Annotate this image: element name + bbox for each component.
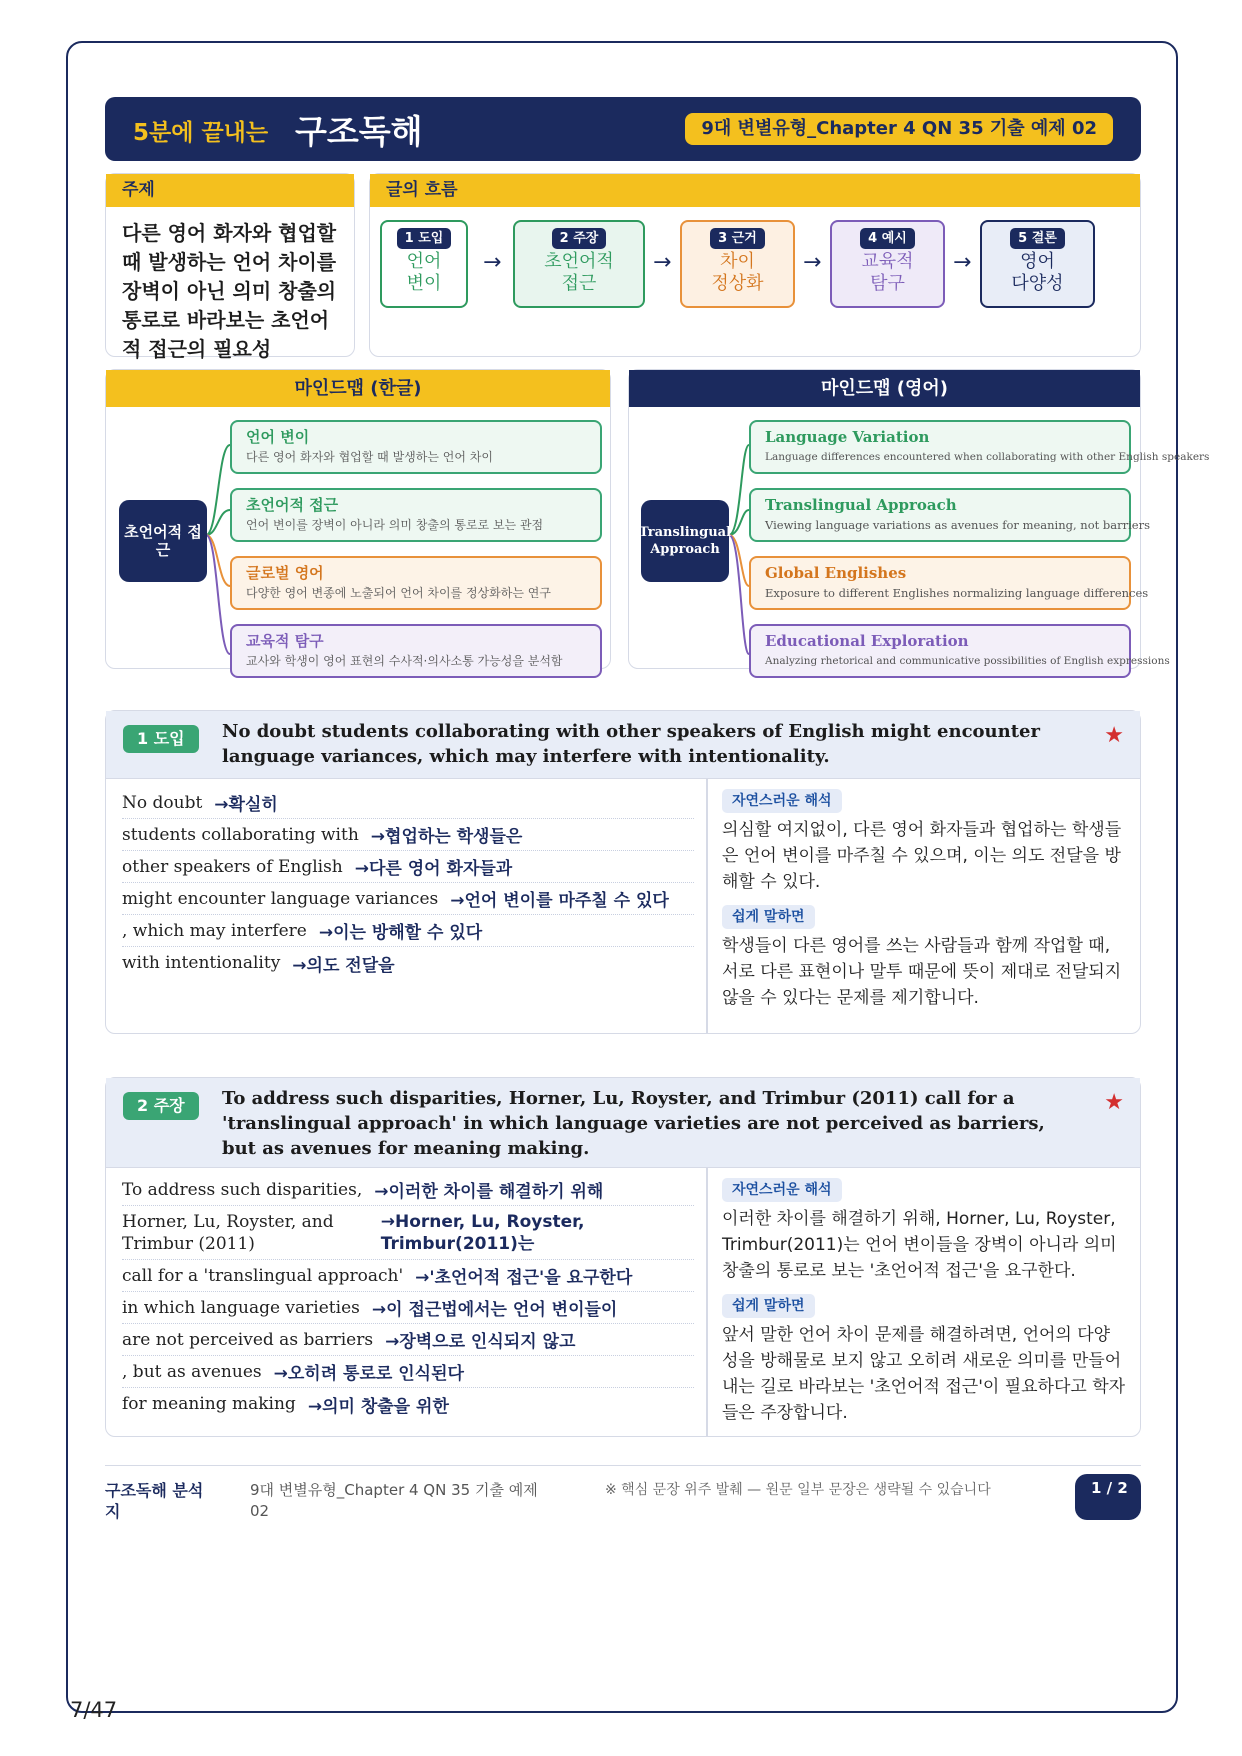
phrase-row <box>122 915 694 947</box>
translation-panel <box>722 789 1126 1021</box>
phrase-english: with intentionality <box>122 953 281 973</box>
phrase-korean: →이 접근법에서는 언어 변이들이 <box>371 1300 618 1320</box>
phrase-row <box>122 1324 694 1356</box>
phrase-korean: →'초언어적 접근'을 요구한다 <box>415 1268 633 1288</box>
easy-explanation-label: 쉽게 말하면 <box>722 905 815 929</box>
mindmap-node-desc: 다양한 영어 변종에 노출되어 언어 차이를 정상화하는 연구 <box>246 586 551 600</box>
mindmap-node-title: Global Englishes <box>765 564 907 582</box>
footer-chapter: 9대 변별유형_Chapter 4 QN 35 기출 예제 02 <box>250 1481 538 1520</box>
mindmap-korean-node <box>230 624 602 678</box>
worksheet-page <box>66 41 1210 1713</box>
mindmap-node-desc: 언어 변이를 장벽이 아니라 의미 창출의 통로로 보는 관점 <box>246 518 544 532</box>
mindmap-node-desc: Language differences encountered when collaborating with other English speakers <box>765 451 1210 463</box>
page-footer <box>105 1465 1141 1521</box>
natural-translation-text: 의심할 여지없이, 다른 영어 화자들과 협업하는 학생들은 언어 변이를 마주칠 수 있으며, 이는 의도 전달을 방해할 수 있다. <box>722 820 1122 892</box>
mindmap-node-desc: 다른 영어 화자와 협업할 때 발생하는 언어 차이 <box>246 450 493 464</box>
flow-step-badge: 3 근거 <box>710 228 765 249</box>
phrase-english: other speakers of English <box>122 856 343 877</box>
mindmap-english-node <box>749 488 1151 542</box>
flow-step-line2: 접근 <box>561 273 597 294</box>
phrase-row <box>122 1260 694 1292</box>
natural-translation-label: 자연스러운 해석 <box>722 789 842 813</box>
header-banner <box>105 97 1141 161</box>
section-badge: 2 주장 <box>123 1092 199 1120</box>
flow-step-line2: 변이 <box>406 273 442 294</box>
mindmap-korean-root: 초언어적 접근 <box>119 500 207 582</box>
section-sentence: To address such disparities, Horner, Lu, Royster, and Trimbur (2011) call for a 'translingual approach' in which language varieties are not perceived as barriers, but as avenues for meaning making. <box>222 1088 1045 1159</box>
topic-text: 다른 영어 화자와 협업할 때 발생하는 언어 차이를 장벽이 아닌 의미 창출의 통로로 바라보는 초언어적 접근의 필요성 <box>122 221 337 361</box>
flow-step-claim <box>513 220 645 308</box>
mindmap-english-heading: 마인드맵 (영어) <box>629 370 1140 407</box>
phrase-korean: →오히려 통로로 인식된다 <box>273 1364 464 1384</box>
mindmap-node-title: 글로벌 영어 <box>246 564 324 582</box>
phrase-english: might encounter language variances <box>122 888 439 909</box>
column-divider <box>706 1168 708 1436</box>
flow-step-conclusion <box>980 220 1095 308</box>
mindmap-english-node <box>749 420 1210 474</box>
flow-step-line2: 탐구 <box>870 273 905 294</box>
phrase-row <box>122 1292 694 1324</box>
brand-title: 구조독해 <box>295 112 423 151</box>
flow-step-intro <box>380 220 468 308</box>
phrase-korean: →다른 영어 화자들과 <box>354 859 513 879</box>
section-sentence: No doubt students collaborating with other speakers of English might encounter language variances, which may interfere with intentionality. <box>222 721 1040 767</box>
phrase-english: , but as avenues <box>122 1361 262 1382</box>
mindmap-korean-node <box>230 420 602 474</box>
flow-step-line1: 영어 <box>1020 251 1055 272</box>
easy-explanation-label: 쉽게 말하면 <box>722 1294 815 1318</box>
flow-step-line2: 정상화 <box>711 273 764 294</box>
flow-arrow-icon: → <box>483 250 502 275</box>
document-page-number: 7/47 <box>70 1698 118 1722</box>
mindmap-node-title: Translingual Approach <box>765 496 957 514</box>
star-icon: ★ <box>1104 1090 1124 1115</box>
brand-subtitle: 5분에 끝내는 <box>133 120 269 146</box>
natural-translation-label: 자연스러운 해석 <box>722 1178 842 1202</box>
phrase-korean: →장벽으로 인식되지 않고 <box>385 1332 576 1352</box>
mindmap-node-desc: 교사와 학생이 영어 표현의 수사적·의사소통 가능성을 분석함 <box>246 654 563 668</box>
phrase-breakdown <box>122 787 694 979</box>
phrase-row <box>122 851 694 883</box>
phrase-english: call for a 'translingual approach' <box>122 1265 404 1286</box>
mindmap-node-desc: Viewing language variations as avenues for meaning, not barriers <box>765 518 1151 532</box>
phrase-korean: →의미 창출을 위한 <box>307 1396 449 1417</box>
flow-arrow-icon: → <box>803 250 822 275</box>
section-badge: 1 도입 <box>123 725 199 753</box>
mindmap-english-node <box>749 624 1170 678</box>
flow-step-badge: 2 주장 <box>552 228 607 249</box>
phrase-english: To address such disparities, <box>122 1179 363 1200</box>
flow-diagram <box>380 220 1100 308</box>
flow-arrow-icon: → <box>653 250 672 275</box>
chapter-tag: 9대 변별유형_Chapter 4 QN 35 기출 예제 02 <box>685 113 1113 145</box>
flow-step-evidence <box>680 220 795 308</box>
mindmap-korean-node <box>230 556 602 610</box>
flow-step-line1: 차이 <box>720 251 755 272</box>
section-intro <box>105 710 1141 1034</box>
section-claim <box>105 1077 1141 1437</box>
phrase-english: , which may interfere <box>122 920 307 941</box>
mindmap-korean-card <box>105 369 611 669</box>
flow-card <box>369 173 1141 357</box>
phrase-row <box>122 1174 694 1206</box>
phrase-english: in which language varieties <box>122 1297 360 1318</box>
mindmap-node-title: Educational Exploration <box>765 632 969 650</box>
mindmap-node-title: 언어 변이 <box>246 428 310 446</box>
easy-explanation-text: 앞서 말한 언어 차이 문제를 해결하려면, 언어의 다양성을 방해물로 보지 않고 오히려 새로운 의미를 만들어내는 길로 바라보는 '초언어적 접근'이 필요하다고 학자들은 주장합니다. <box>722 1325 1126 1423</box>
flow-heading: 글의 흐름 <box>370 174 1140 207</box>
flow-step-badge: 4 예시 <box>860 228 915 249</box>
section-intro-header <box>106 711 1140 779</box>
topic-card <box>105 173 355 361</box>
mindmap-korean-heading: 마인드맵 (한글) <box>106 370 610 407</box>
star-icon: ★ <box>1104 723 1124 748</box>
natural-translation-text: 이러한 차이를 해결하기 위해, Horner, Lu, Royster, Trimbur(2011)는 언어 변이들을 장벽이 아니라 의미 창출의 통로로 보는 '초언어적 접근'을 요구한다. <box>722 1209 1117 1281</box>
mindmap-node-title: Language Variation <box>765 428 930 446</box>
phrase-korean: →언어 변이를 마주칠 수 있다 <box>450 891 669 911</box>
footer-note: ※ 핵심 문장 위주 발췌 — 원문 일부 문장은 생략될 수 있습니다 <box>605 1482 991 1498</box>
mindmap-node-title: 교육적 탐구 <box>246 632 324 650</box>
column-divider <box>706 779 708 1033</box>
easy-explanation-text: 학생들이 다른 영어를 쓰는 사람들과 함께 작업할 때, 서로 다른 표현이나 말투 때문에 뜻이 제대로 전달되지 않을 수 있다는 문제를 제기합니다. <box>722 936 1122 1008</box>
phrase-korean: →의도 전달을 <box>292 955 395 976</box>
phrase-korean: →이는 방해할 수 있다 <box>318 923 483 943</box>
mindmap-node-title: 초언어적 접근 <box>246 496 339 514</box>
phrase-english: No doubt <box>122 792 203 813</box>
phrase-row <box>122 883 694 915</box>
flow-step-example <box>830 220 945 308</box>
phrase-breakdown <box>122 1174 694 1420</box>
phrase-english: students collaborating with <box>122 824 359 845</box>
flow-step-badge: 1 도입 <box>397 228 452 249</box>
flow-step-badge: 5 결론 <box>1010 228 1065 249</box>
flow-step-line1: 언어 <box>406 251 442 272</box>
mindmap-english-card <box>628 369 1210 669</box>
phrase-english: are not perceived as barriers <box>122 1329 374 1350</box>
mindmap-node-desc: Exposure to different Englishes normalizing language differences <box>765 586 1149 600</box>
flow-step-line2: 다양성 <box>1011 273 1064 294</box>
mindmap-node-desc: Analyzing rhetorical and communicative possibilities of English expressions <box>765 655 1170 667</box>
phrase-row <box>122 947 694 979</box>
phrase-korean: →협업하는 학생들은 <box>370 827 523 847</box>
phrase-row <box>122 819 694 851</box>
footer-title: 구조독해 분석지 <box>105 1481 204 1521</box>
footer-page-badge: 1 / 2 <box>1075 1474 1141 1520</box>
mindmap-english-node <box>749 556 1149 610</box>
topic-heading: 주제 <box>106 174 354 207</box>
flow-arrow-icon: → <box>953 250 972 275</box>
phrase-korean: →이러한 차이를 해결하기 위해 <box>374 1182 604 1202</box>
phrase-row <box>122 1388 694 1420</box>
phrase-english: Horner, Lu, Royster, and Trimbur (2011) <box>122 1211 334 1254</box>
phrase-english: for meaning making <box>122 1394 296 1414</box>
phrase-row <box>122 787 694 819</box>
mindmap-english-root: Translingual Approach <box>641 500 729 582</box>
translation-panel <box>722 1178 1126 1436</box>
phrase-row <box>122 1356 694 1388</box>
mindmap-korean-node <box>230 488 602 542</box>
flow-step-line1: 초언어적 <box>544 251 614 272</box>
section-claim-header <box>106 1078 1140 1168</box>
phrase-korean: →Horner, Lu, Royster, Trimbur(2011)는 <box>380 1211 585 1254</box>
phrase-korean: →확실히 <box>214 795 278 815</box>
flow-step-line1: 교육적 <box>861 251 914 272</box>
phrase-row <box>122 1206 694 1260</box>
